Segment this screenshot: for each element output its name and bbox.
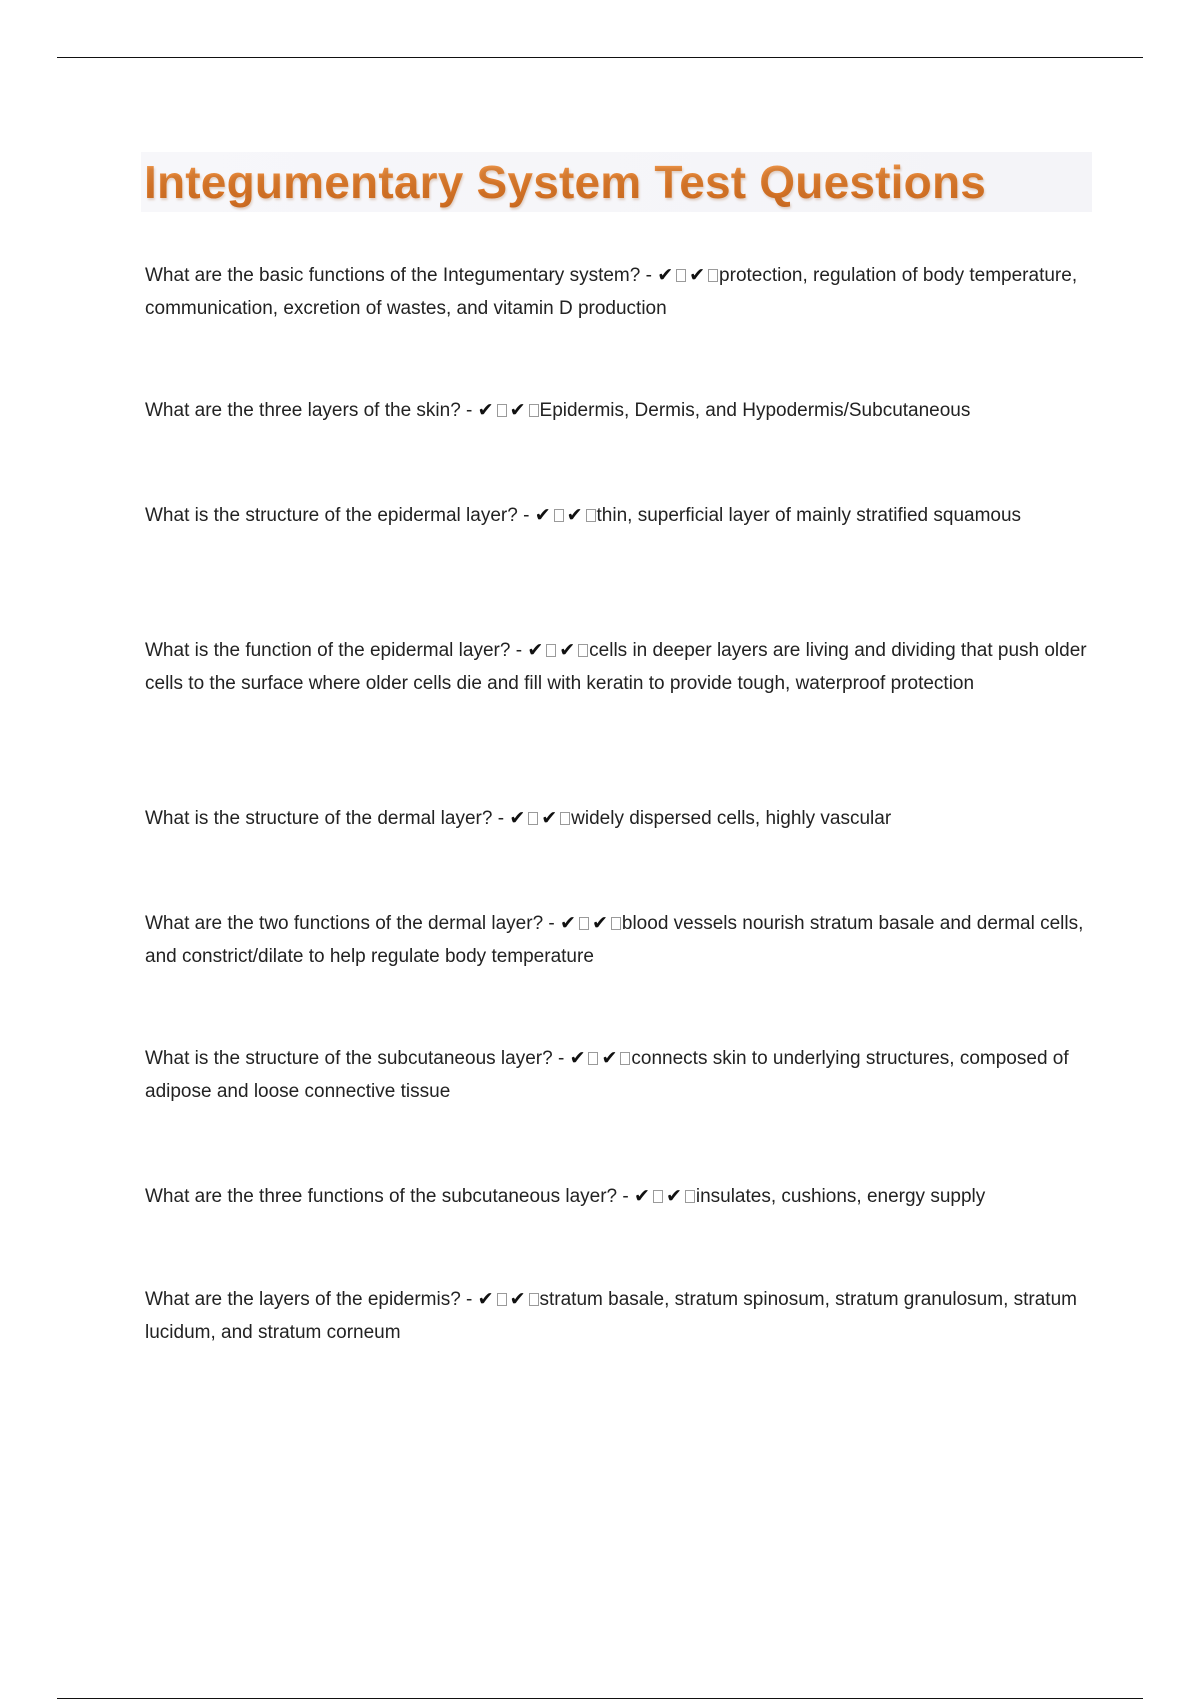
check-mark-icon: ✔ xyxy=(509,807,526,829)
page-title: Integumentary System Test Questions xyxy=(144,152,986,212)
question-text: What is the structure of the subcutaneous layer? xyxy=(145,1048,553,1069)
question-text: What are the two functions of the dermal layer? xyxy=(145,913,544,934)
check-mark-icon: ✔ xyxy=(541,807,558,829)
answer-text: cells in deeper layers are living and dividing that push older cells to the surface where older cells die and fill with keratin to provide tough, waterproof protection xyxy=(145,640,1087,694)
check-mark-icon: ✔ xyxy=(689,264,706,286)
qa-item-4 xyxy=(145,634,1095,700)
check-mark-icon: ✔ xyxy=(657,264,674,286)
check-mark-icon: ✔ xyxy=(665,1185,682,1207)
missing-glyph-box-icon xyxy=(579,917,589,930)
qa-item-3 xyxy=(145,499,1095,532)
missing-glyph-box-icon xyxy=(546,644,556,657)
missing-glyph-box-icon xyxy=(497,1293,507,1306)
check-mark-icon: ✔ xyxy=(566,504,583,526)
answer-text: blood vessels nourish stratum basale and dermal cells, and constrict/dilate to help regulate body temperature xyxy=(145,913,1084,967)
missing-glyph-box-icon xyxy=(529,404,539,417)
missing-glyph-box-icon xyxy=(588,1052,598,1065)
check-mark-icon: ✔ xyxy=(509,399,526,421)
question-text: What are the basic functions of the Integumentary system? xyxy=(145,265,641,286)
check-mark-icon: ✔ xyxy=(477,1288,494,1310)
question-text: What are the three functions of the subcutaneous layer? xyxy=(145,1186,618,1207)
answer-text: stratum basale, stratum spinosum, stratum granulosum, stratum lucidum, and stratum corneum xyxy=(145,1289,1077,1343)
missing-glyph-box-icon xyxy=(554,509,564,522)
missing-glyph-box-icon xyxy=(586,509,596,522)
check-mark-icon: ✔ xyxy=(634,1185,650,1207)
missing-glyph-box-icon xyxy=(578,644,588,657)
missing-glyph-box-icon xyxy=(611,917,621,930)
bottom-rule xyxy=(57,1698,1143,1699)
answer-text: widely dispersed cells, highly vascular xyxy=(571,808,892,829)
separator: - xyxy=(617,1186,635,1207)
missing-glyph-box-icon xyxy=(497,404,507,417)
qa-item-9 xyxy=(145,1283,1095,1349)
check-mark-icon: ✔ xyxy=(601,1047,618,1069)
question-text: What is the function of the epidermal layer? xyxy=(145,640,511,661)
check-mark-icon: ✔ xyxy=(569,1047,586,1069)
separator: - xyxy=(552,1048,570,1069)
check-mark-icon: ✔ xyxy=(591,912,608,934)
qa-item-8 xyxy=(145,1180,1095,1213)
separator: - xyxy=(460,400,478,421)
qa-item-7 xyxy=(145,1042,1095,1108)
separator: - xyxy=(517,505,535,526)
qa-item-2 xyxy=(145,394,1095,427)
check-mark-icon: ✔ xyxy=(509,1288,526,1310)
separator: - xyxy=(492,808,510,829)
check-mark-icon: ✔ xyxy=(560,912,576,934)
separator: - xyxy=(543,913,561,934)
missing-glyph-box-icon xyxy=(708,269,718,282)
qa-item-5 xyxy=(145,802,1095,835)
missing-glyph-box-icon xyxy=(528,812,538,825)
question-text: What are the three layers of the skin? xyxy=(145,400,461,421)
separator: - xyxy=(510,640,528,661)
top-rule xyxy=(57,57,1143,58)
separator: - xyxy=(460,1289,478,1310)
qa-item-1 xyxy=(145,259,1095,325)
question-text: What are the layers of the epidermis? xyxy=(145,1289,461,1310)
missing-glyph-box-icon xyxy=(620,1052,630,1065)
answer-text: connects skin to underlying structures, composed of adipose and loose connective tissue xyxy=(145,1048,1069,1102)
answer-text: thin, superficial layer of mainly stratified squamous xyxy=(596,505,1022,526)
question-text: What is the structure of the epidermal layer? xyxy=(145,505,518,526)
qa-item-6 xyxy=(145,907,1095,973)
check-mark-icon: ✔ xyxy=(534,504,551,526)
missing-glyph-box-icon xyxy=(676,269,686,282)
missing-glyph-box-icon xyxy=(529,1293,539,1306)
answer-text: insulates, cushions, energy supply xyxy=(695,1186,986,1207)
check-mark-icon: ✔ xyxy=(477,399,494,421)
check-mark-icon: ✔ xyxy=(527,639,544,661)
answer-text: Epidermis, Dermis, and Hypodermis/Subcutaneous xyxy=(539,400,971,421)
question-text: What is the structure of the dermal layer? xyxy=(145,808,493,829)
missing-glyph-box-icon xyxy=(653,1190,663,1203)
check-mark-icon: ✔ xyxy=(559,639,576,661)
missing-glyph-box-icon xyxy=(560,812,570,825)
answer-text: protection, regulation of body temperature, communication, excretion of wastes, and vitamin D production xyxy=(145,265,1078,319)
separator: - xyxy=(640,265,658,286)
missing-glyph-box-icon xyxy=(685,1190,695,1203)
